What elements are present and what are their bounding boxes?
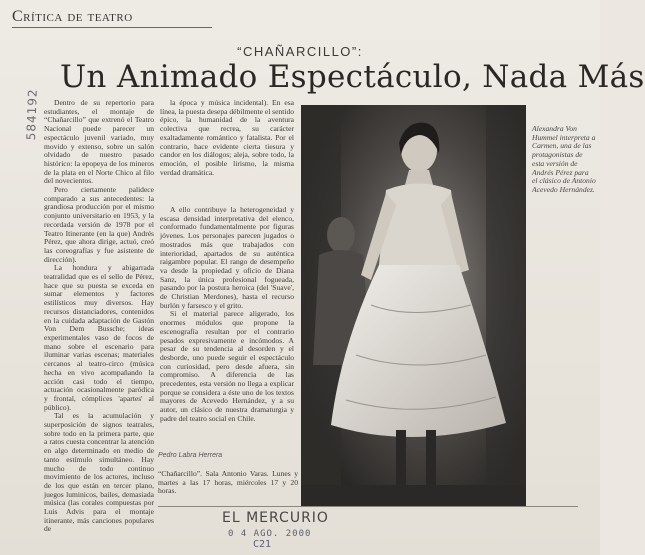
paragraph: Dentro de su repertorio para estudiantes, el montaje de “Chañarcillo” que extrenó el Teatro Nacional puede parecer un espectáculo juvenil variado, muy movido y extenso, sobre un salón olvidado de nuestro pasado histórico: la epopeya de los mineros de la plata en el Norte Chico al filo del novecientos. (44, 98, 154, 186)
section-header: Crítica de teatro (12, 8, 133, 25)
paragraph: A ello contribuye la heterogeneidad y escasa densidad interpretativa del elenco, conformado fundamentalmente por figuras jóvenes. Los personajes parecen jugados o mostrados más que trabajados con interioridad, apartados de su auténtica raigambre popular. El rango de desempeño va desde la propiedad y oficio de Diana Sanz, la única profesional fogueada, pasando por la postura heroica (del 'Suave', de Christian Merdones), hasta el recurso burlón y farsesco y el grito. (160, 205, 294, 310)
page-number: C21 (253, 539, 272, 550)
article-column-1 (44, 98, 154, 534)
actress-photo-illustration (301, 105, 526, 507)
section-rule (12, 27, 212, 28)
headline: Un Animado Espectáculo, Nada Más (60, 59, 645, 95)
handwritten-note: 584192 (24, 88, 40, 141)
performance-photo (301, 105, 526, 507)
date-stamp: 0 4 AGO. 2000 (228, 529, 312, 539)
newspaper-masthead: EL MERCURIO (222, 510, 329, 526)
bottom-rule (158, 506, 578, 507)
paragraph: Pero ciertamente palidece comparado a sus antecedentes: la grandiosa producción por el mismo conjunto universitario en 1953, y la recordada versión de 1978 por el Teatro Itinerante (en la que) Andrés Pérez, que ahora dirige, actuó, creó las coreografías y fue asistente de dirección). (44, 185, 154, 264)
kicker: “CHAÑARCILLO”: (237, 44, 363, 59)
paragraph: Tal es la acumulación y superposición de signos teatrales, sobre todo en la primera parte, que a ratos cuesta concentrar la atención en algo determinado en medio de tanto estímulo simultáneo. Hay mucho de todo continuo movimiento de los actores, incluso de los que están en tercer plano, juegos luminicos, bailes, demasiada música (las corales compuestas por Luis Advis para el montaje itinerante, más canciones populares de (44, 411, 154, 534)
paragraph: La hondura y abigarrada teatralidad que es el sello de Pérez, hace que su puesta se exceda en sumar elementos y factores estilísticos muy diversos. Hay recursos distanciadores, contenidos en la cuidada adaptación de Gastón Von Dem Bussche; ideas experimentales vaso de focos de mano sobre el escenario para iluminar varias escenas; materiales cercanos al teatro-circo (música hecha en vivo acompañando la acción casi todo el tiempo, actuación ocasionalmente paródica y frontal, cómplices 'apartes' al público). (44, 263, 154, 412)
paragraph: Si el material parece aligerado, los enormes módulos que propone la escenografía resultan por el contrario pesados expresivamente e incómodos. A pesar de su tendencia al desorden y el desborde, uno puede seguir el espectáculo con curiosidad, pero desde afuera, sin compromiso. A diferencia de las precedentes, esta versión no llega a explicar porque se considera a éste uno de los textos mayores de Acevedo Hernández, y a su autor, un clásico de nuestra dramaturgia y padre del teatro social en Chile. (160, 309, 294, 423)
show-info: “Chañarcillo”. Sala Antonio Varas. Lunes y martes a las 17 horas, miércoles 17 y 20 horas. (158, 469, 298, 496)
photo-caption: Alexandra Von Hummel interpreta a Carmen, una de las protagonistas de esta versión de Andrés Pérez para el clásico de Antonio Acevedo Hernández. (532, 124, 596, 194)
photo-credit: Pedro Labra Herrera (158, 452, 223, 459)
handwritten-note-wrap (10, 88, 40, 160)
paragraph: la época y música incidental). En esa línea, la puesta desepa débilmente el sentido épico, la humanidad de la aventura colectiva que recrea, su carácter exaltadamente romántico y fatalista. Por el contrario, hace evidente cierta tiesura y candor en los diálogos; aleja, sobre todo, la emoción, el posible lirismo, la misma verdad dramática. (160, 98, 294, 177)
article-column-2-top (160, 99, 294, 203)
